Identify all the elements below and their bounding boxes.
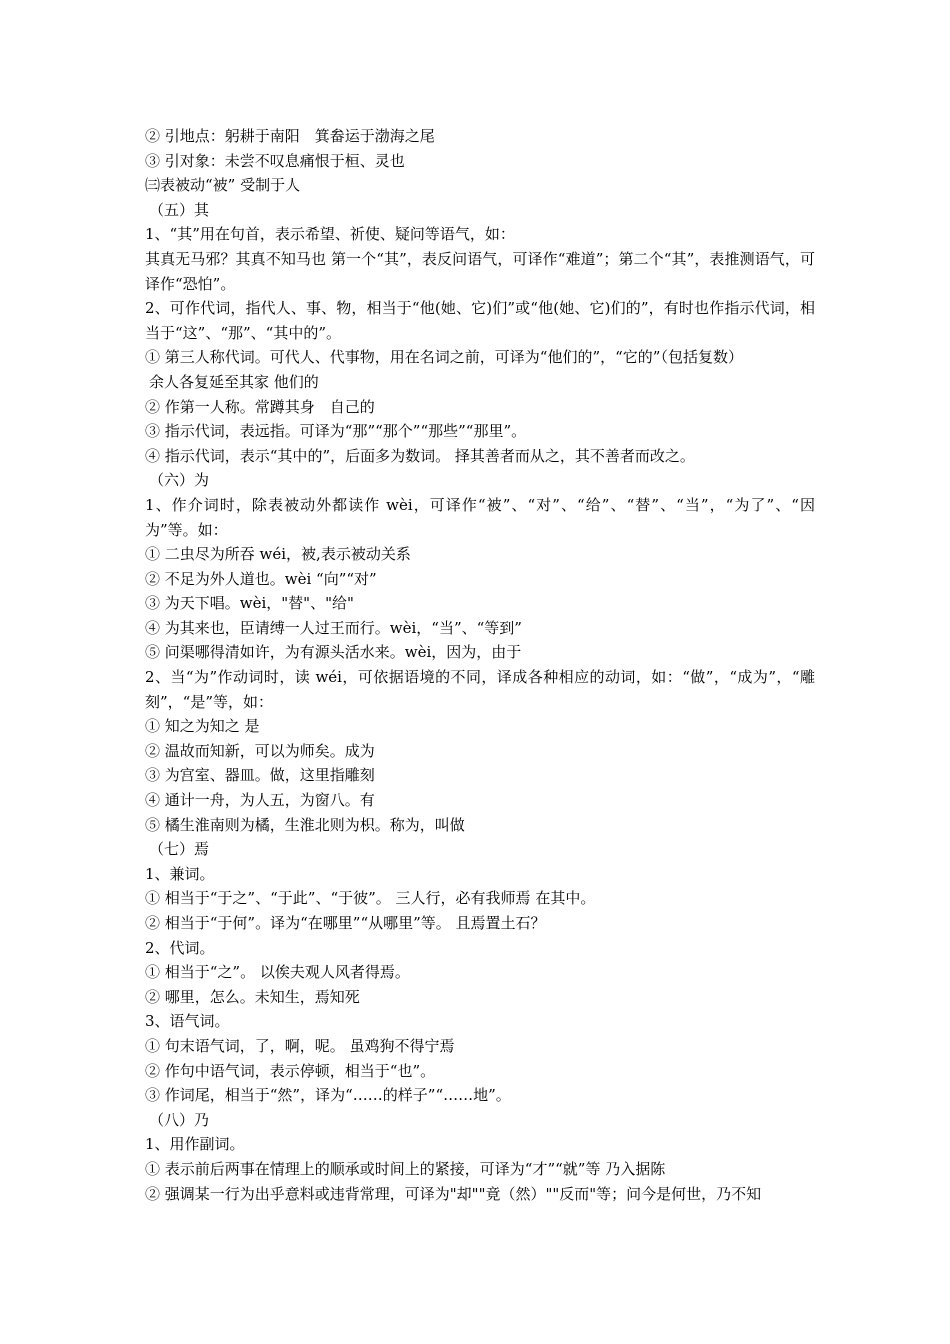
text-line: 1、用作副词。 <box>145 1135 245 1154</box>
text-line: ① 句末语气词，了，啊，呢。 虽鸡狗不得宁焉 <box>145 1036 455 1055</box>
text-line: ① 知之为知之 是 <box>145 717 260 736</box>
text-line: ④ 指示代词，表示“其中的”，后面多为数词。 择其善者而从之，其不善者而改之。 <box>145 446 695 465</box>
text-line: 2、代词。 <box>145 938 215 957</box>
text-line: ④ 为其来也，臣请缚一人过王而行。wèi，“当”、“等到” <box>145 618 522 637</box>
text-line: ③ 引对象：未尝不叹息痛恨于桓、灵也 <box>145 151 405 170</box>
text-line: 1、兼词。 <box>145 864 215 883</box>
text-line: ① 相当于“于之”、“于此”、“于彼”。 三人行，必有我师焉 在其中。 <box>145 889 596 908</box>
text-line: ⑤ 问渠哪得清如许，为有源头活水来。wèi，因为，由于 <box>145 643 522 662</box>
text-line: ② 引地点：躬耕于南阳 箕畚运于渤海之尾 <box>145 127 435 145</box>
text-paragraph: 2、可作代词，指代人、事、物，相当于“他(她、它)们”或“他(她、它)们的”，有时也作指示代词，相当于“这”、“那”、“其中的”。 <box>145 299 815 342</box>
text-line: ㈢表被动“被” 受制于人 <box>145 176 301 195</box>
section-heading: （六）为 <box>149 471 210 490</box>
text-line: ① 第三人称代词。可代人、代事物，用在名词之前，可译为“他们的”，“它的”（包括复数） <box>145 348 743 367</box>
text-line: 1、“其”用在句首，表示希望、祈使、疑问等语气，如： <box>145 225 515 244</box>
text-line: ② 哪里，怎么。未知生，焉知死 <box>145 987 360 1006</box>
section-heading: （八）乃 <box>149 1110 210 1129</box>
text-line: ① 二虫尽为所吞 wéi，被,表示被动关系 <box>145 545 411 564</box>
text-line: ③ 为宫室、器皿。做，这里指雕刻 <box>145 766 375 785</box>
text-paragraph: 2、当“为”作动词时，读 wéi，可依据语境的不同，译成各种相应的动词，如：“做”，“成为”，“雕刻”，“是”等，如： <box>145 668 815 711</box>
text-line: ③ 为天下唱。wèi，"替"、"给" <box>145 594 354 613</box>
text-line: ① 相当于“之”。 以俟夫观人风者得焉。 <box>145 963 410 982</box>
text-line: 3、语气词。 <box>145 1012 230 1031</box>
text-line: ② 作句中语气词，表示停顿，相当于“也”。 <box>145 1061 436 1080</box>
text-paragraph: 其真无马邪？其真不知马也 第一个“其”，表反问语气，可译作“难道”；第二个“其”，表推测语气，可译作“恐怕”。 <box>145 249 815 293</box>
text-line: ② 不足为外人道也。wèi “向”“对” <box>145 569 377 588</box>
text-line: ③ 指示代词，表远指。可译为“那”“那个”“那些”“那里”。 <box>145 422 527 441</box>
text-line: ① 表示前后两事在情理上的顺承或时间上的紧接，可译为“才”“就”等 乃入据陈 <box>145 1159 666 1178</box>
text-line: ④ 通计一舟，为人五，为窗八。有 <box>145 791 375 810</box>
document-page <box>145 124 815 1206</box>
text-line: ② 温故而知新，可以为师矣。成为 <box>145 741 375 760</box>
text-paragraph: 1、作介词时，除表被动外都读作 wèi，可译作“被”、“对”、“给”、“替”、“当”，“为了”、“因为”等。如： <box>145 495 815 539</box>
text-line: ② 相当于“于何”。译为“在哪里”“从哪里”等。 且焉置土石？ <box>145 914 546 932</box>
section-heading: （五）其 <box>149 200 210 219</box>
text-line: ② 强调某一行为出乎意料或违背常理，可译为"却""竟（然）""反而"等；问今是何世，乃不知 <box>145 1184 762 1203</box>
text-line: ⑤ 橘生淮南则为橘，生淮北则为枳。称为，叫做 <box>145 815 465 834</box>
section-heading: （七）焉 <box>149 840 210 859</box>
text-line: ③ 作词尾，相当于“然”，译为“……的样子”“……地”。 <box>145 1086 511 1105</box>
text-line: 余人各复延至其家 他们的 <box>149 372 319 391</box>
text-line: ② 作第一人称。常蹲其身 自己的 <box>145 397 375 416</box>
